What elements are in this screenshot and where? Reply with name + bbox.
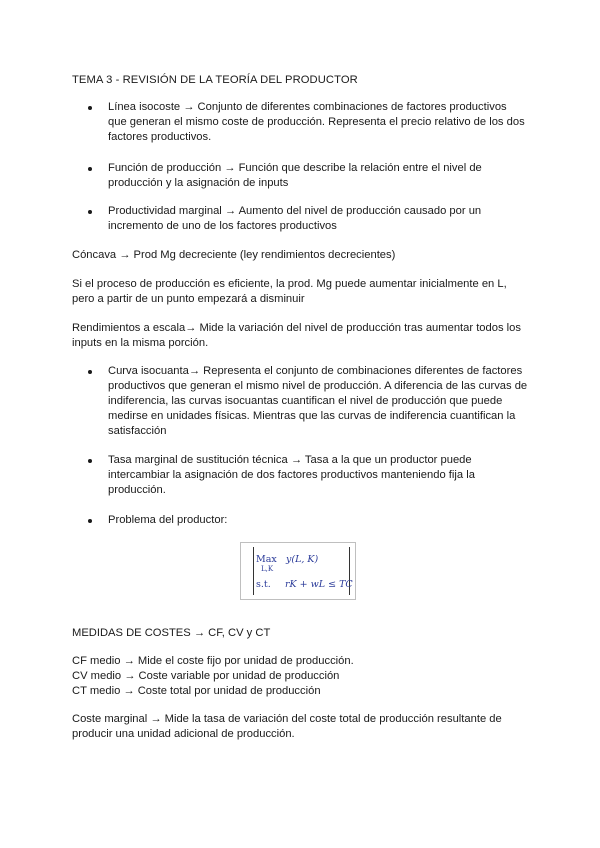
bullet-tmst [88, 453, 528, 498]
formula-objective: y(L, K) [286, 554, 319, 565]
paragraph-concava: Cóncava → Prod Mg decreciente (ley rendimientos decrecientes) [72, 249, 396, 261]
bullet-funcion-produccion [88, 161, 528, 191]
medida-cv-medio: CV medio → Coste variable por unidad de producción [72, 670, 340, 682]
bullet-problema-productor [88, 513, 528, 528]
formula-left-bar [253, 547, 254, 595]
formula-max: Max [256, 554, 277, 565]
bullet-text: Problema del productor: [108, 514, 228, 526]
medida-ct-medio: CT medio → Coste total por unidad de producción [72, 685, 321, 697]
bullet-dot-icon [88, 519, 92, 523]
bullet-dot-icon [88, 167, 92, 171]
bullet-text: Productividad marginal → Aumento del nivel de producción causado por un incremento de uno de los factores productivos [108, 205, 482, 232]
bullet-text: Línea isocoste → Conjunto de diferentes combinaciones de factores productivos que generan el mismo coste de producción. Representa el precio relativo de los dos factores productivos. [108, 101, 525, 143]
paragraph-coste-marginal: Coste marginal → Mide la tasa de variación del coste total de producción resultante de producir una unidad adicional de producción. [72, 713, 502, 740]
formula-constraint: rK + wL ≤ TC [285, 579, 353, 590]
formula-subject-to: s.t. [256, 579, 271, 590]
bullet-dot-icon [88, 370, 92, 374]
bullet-linea-isocoste [88, 100, 528, 145]
document-title: TEMA 3 - REVISIÓN DE LA TEORÍA DEL PRODUCTOR [72, 74, 358, 86]
bullet-dot-icon [88, 210, 92, 214]
bullet-dot-icon [88, 459, 92, 463]
bullet-dot-icon [88, 106, 92, 110]
bullet-curva-isocuanta [88, 364, 528, 439]
paragraph-rendimientos: Rendimientos a escala→ Mide la variación del nivel de producción tras aumentar todos los inputs en la misma porción. [72, 322, 521, 349]
bullet-text: Función de producción → Función que describe la relación entre el nivel de producción y la asignación de inputs [108, 162, 482, 189]
producer-problem-formula [240, 542, 356, 600]
section-title-medidas: MEDIDAS DE COSTES → CF, CV y CT [72, 627, 271, 639]
formula-max-subscript: L,K [261, 565, 274, 573]
medida-cf-medio: CF medio → Mide el coste fijo por unidad de producción. [72, 655, 354, 667]
bullet-productividad-marginal [88, 204, 528, 234]
bullet-text: Tasa marginal de sustitución técnica → Tasa a la que un productor puede intercambiar la asignación de dos factores productivos manteniendo fija la producción. [108, 454, 475, 496]
paragraph-eficiente: Si el proceso de producción es eficiente, la prod. Mg puede aumentar inicialmente en L, pero a partir de un punto empezará a disminuir [72, 278, 507, 305]
bullet-text: Curva isocuanta→ Representa el conjunto de combinaciones diferentes de factores productivos que generan el mismo nivel de producción. A diferencia de las curvas de indiferencia, las curvas isocuantas cuantifican el nivel de producción que puede medirse en unidades físicas. Mientras que las curvas de indiferencia cuantifican la satisfacción [108, 365, 528, 437]
